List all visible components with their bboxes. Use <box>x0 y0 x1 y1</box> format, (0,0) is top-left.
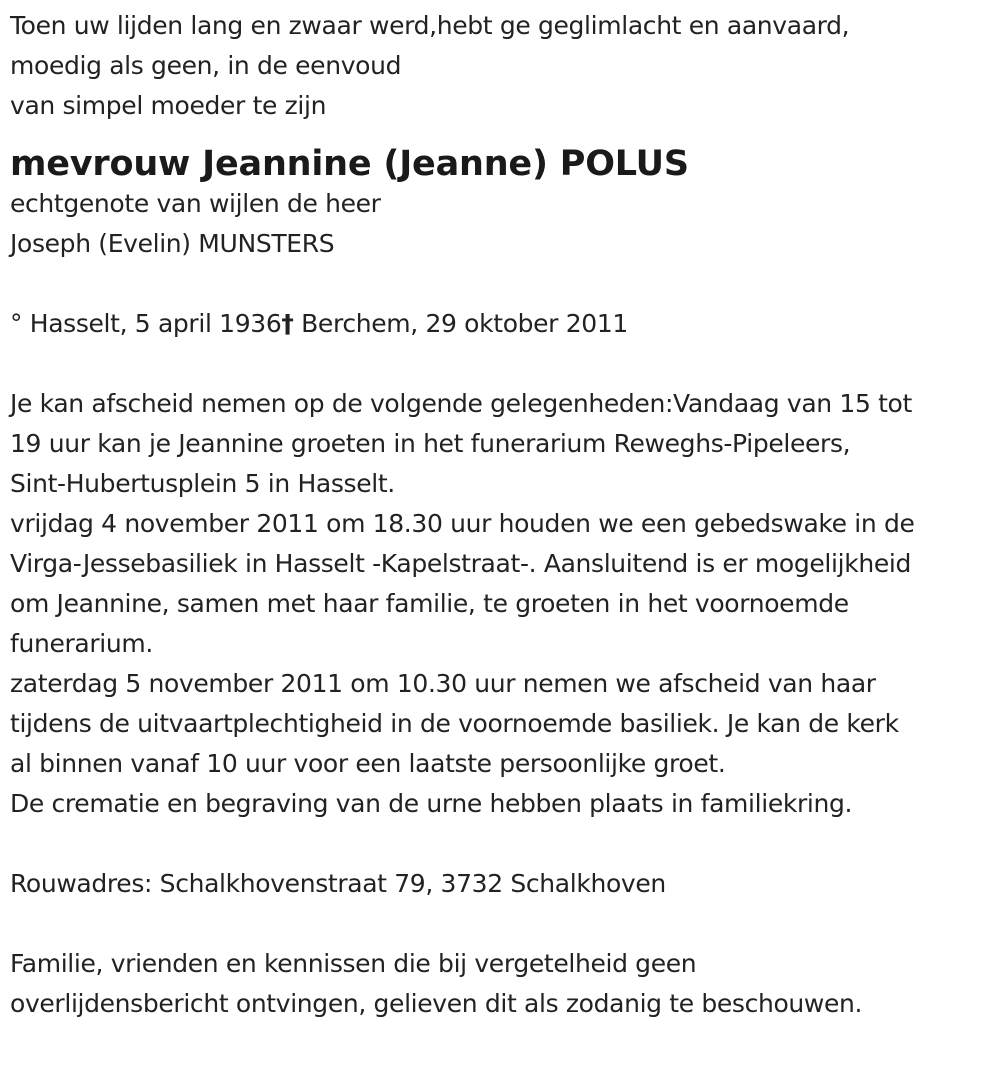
poem-line: Toen uw lijden lang en zwaar werd,hebt ge geglimlacht en aanvaard, <box>10 11 850 40</box>
ceremony-line: tijdens de uitvaartplechtigheid in de voornoemde basiliek. Je kan de kerk <box>10 709 899 738</box>
closing-line: Familie, vrienden en kennissen die bij vergetelheid geen <box>10 949 697 978</box>
death-info: Berchem, 29 oktober 2011 <box>293 309 628 338</box>
birth-info: ° Hasselt, 5 april 1936 <box>10 309 282 338</box>
ceremony-line: vrijdag 4 november 2011 om 18.30 uur houden we een gebedswake in de <box>10 509 915 538</box>
mourning-address: Rouwadres: Schalkhovenstraat 79, 3732 Schalkhoven <box>10 869 666 898</box>
ceremony-details <box>10 384 995 824</box>
spacer <box>10 264 995 304</box>
obituary-document <box>10 6 995 1024</box>
poem-line: moedig als geen, in de eenvoud <box>10 51 402 80</box>
spacer <box>10 824 995 864</box>
life-dates <box>10 304 995 344</box>
ceremony-line: al binnen vanaf 10 uur voor een laatste persoonlijke groet. <box>10 749 726 778</box>
spacer <box>10 344 995 384</box>
ceremony-line: Virga-Jessebasiliek in Hasselt -Kapelstraat-. Aansluitend is er mogelijkheid <box>10 549 911 578</box>
ceremony-line: om Jeannine, samen met haar familie, te groeten in het voornoemde <box>10 589 849 618</box>
ceremony-line: zaterdag 5 november 2011 om 10.30 uur nemen we afscheid van haar <box>10 669 876 698</box>
ceremony-line: funerarium. <box>10 629 153 658</box>
poem-line: van simpel moeder te zijn <box>10 91 327 120</box>
ceremony-line: 19 uur kan je Jeannine groeten in het funerarium Reweghs-Pipeleers, <box>10 429 851 458</box>
ceremony-line: Je kan afscheid nemen op de volgende gelegenheden:Vandaag van 15 tot <box>10 389 912 418</box>
cross-icon: † <box>281 309 294 338</box>
relation-text: echtgenote van wijlen de heer <box>10 189 381 218</box>
deceased-name: mevrouw Jeannine (Jeanne) POLUS <box>10 144 689 184</box>
ceremony-line: De crematie en begraving van de urne hebben plaats in familiekring. <box>10 789 853 818</box>
poem <box>10 6 995 126</box>
spacer <box>10 904 995 944</box>
spouse-name: Joseph (Evelin) MUNSTERS <box>10 229 335 258</box>
closing-note <box>10 944 995 1024</box>
closing-line: overlijdensbericht ontvingen, gelieven dit als zodanig te beschouwen. <box>10 989 863 1018</box>
ceremony-line: Sint-Hubertusplein 5 in Hasselt. <box>10 469 395 498</box>
